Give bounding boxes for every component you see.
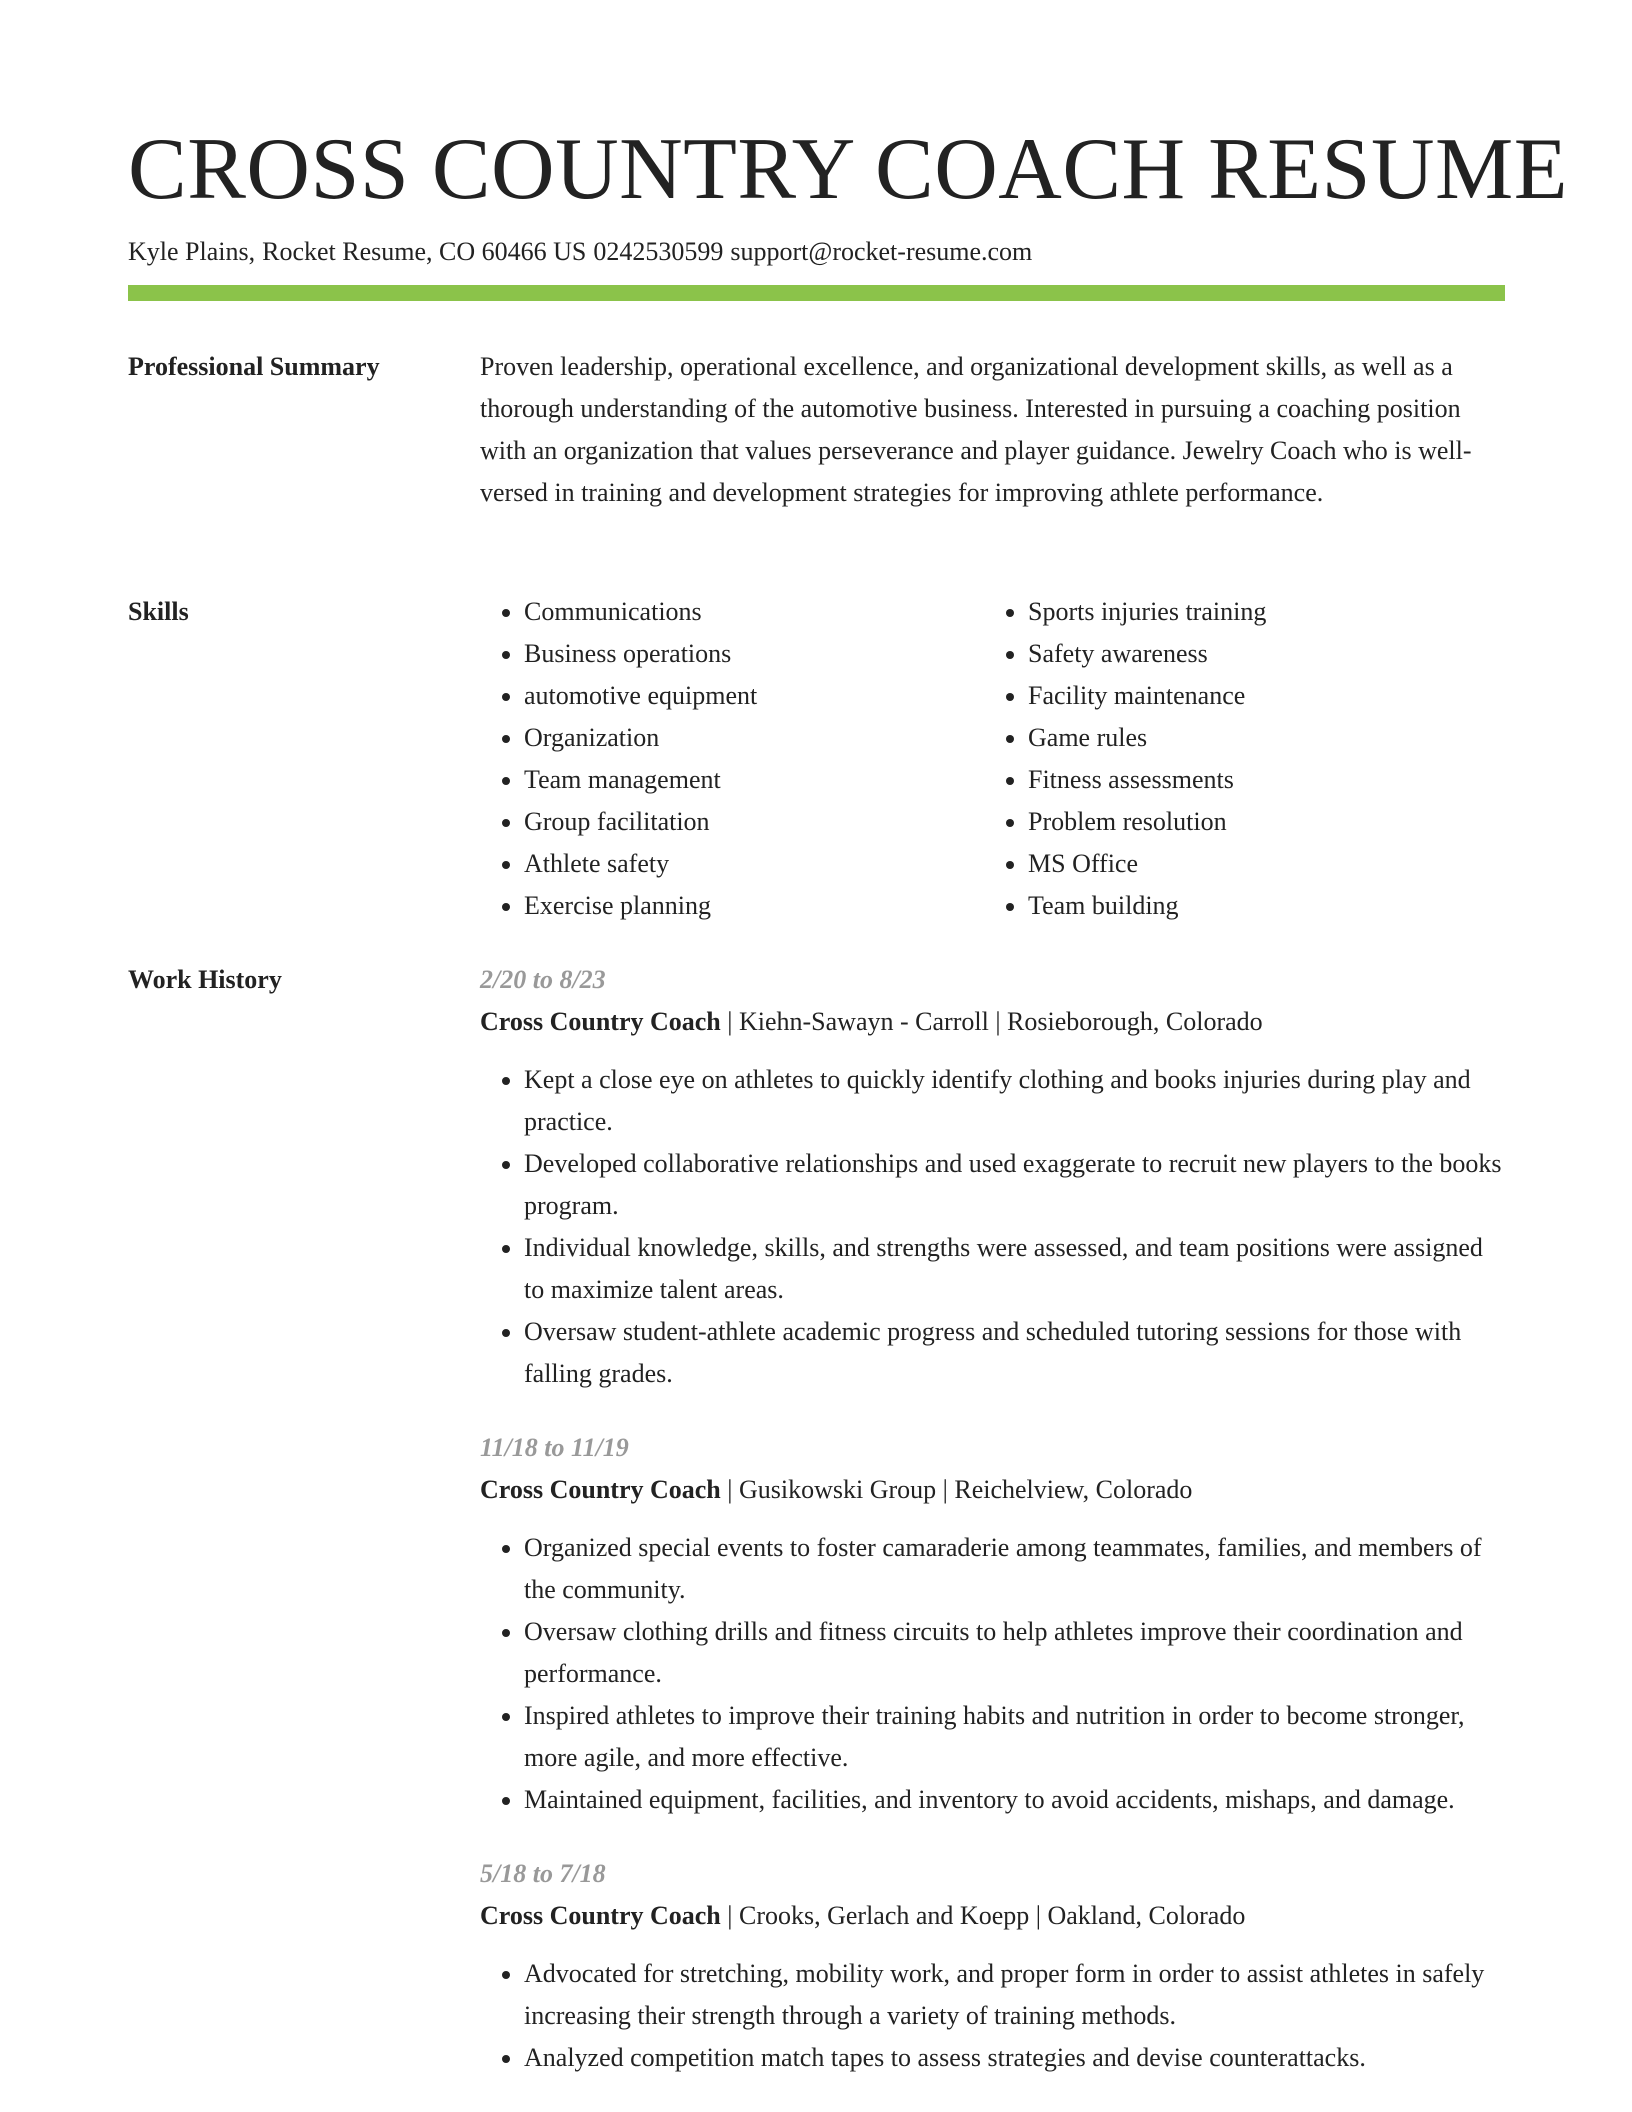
skill-item: • Business operations [524, 633, 984, 675]
job-company: Gusikowski Group [738, 1475, 937, 1504]
job-bullet: • Individual knowledge, skills, and strengths were assessed, and team positions were assigned to maximize talent areas. [524, 1227, 1505, 1311]
skill-item: • Exercise planning [524, 885, 984, 927]
job-bullet-list [480, 1527, 1505, 1821]
job-location: Oakland, Colorado [1047, 1901, 1246, 1930]
job-entry [480, 959, 1505, 1395]
job-dates: 11/18 to 11/19 [480, 1433, 629, 1462]
job-title-line [480, 1001, 1505, 1043]
job-entry [480, 1427, 1505, 1821]
skill-item: • Team management [524, 759, 984, 801]
skills-heading: Skills [128, 597, 189, 626]
job-separator: | [727, 1475, 733, 1504]
job-bullet: • Maintained equipment, facilities, and inventory to avoid accidents, mishaps, and damage. [524, 1779, 1505, 1821]
job-bullet: • Kept a close eye on athletes to quickly identify clothing and books injuries during play and practice. [524, 1059, 1505, 1143]
summary-text: Proven leadership, operational excellence, and organizational development skills, as well as a thorough understanding of the automotive business. Interested in pursuing a coaching position with an organization that values perseverance and player guidance. Jewelry Coach who is well-versed in training and development strategies for improving athlete performance. [480, 352, 1472, 507]
skill-item: • Fitness assessments [1028, 759, 1488, 801]
skill-item: • MS Office [1028, 843, 1488, 885]
skill-item: • Facility maintenance [1028, 675, 1488, 717]
contact-email: support@rocket-resume.com [730, 237, 1033, 266]
skills-list-left [480, 591, 984, 927]
skill-item: • Organization [524, 717, 984, 759]
job-title: Cross Country Coach [480, 1475, 721, 1504]
job-separator: | [1035, 1901, 1041, 1930]
job-location: Rosieborough, Colorado [1007, 1007, 1263, 1036]
header-divider [128, 285, 1505, 301]
skills-columns [480, 591, 1505, 927]
work-history-body [480, 959, 1505, 2111]
skill-item: • Sports injuries training [1028, 591, 1488, 633]
summary-heading: Professional Summary [128, 352, 380, 381]
job-separator: | [995, 1007, 1001, 1036]
contact-name: Kyle Plains, [128, 237, 256, 266]
skills-body [480, 591, 1505, 927]
job-dates: 2/20 to 8/23 [480, 965, 606, 994]
resume-title: CROSS COUNTRY COACH RESUME [128, 121, 1569, 218]
job-bullet: • Developed collaborative relationships and used exaggerate to recruit new players to the books program. [524, 1143, 1505, 1227]
job-bullet: • Organized special events to foster camaraderie among teammates, families, and members of the community. [524, 1527, 1505, 1611]
job-company: Kiehn-Sawayn - Carroll [738, 1007, 989, 1036]
job-bullet: • Oversaw student-athlete academic progress and scheduled tutoring sessions for those with falling grades. [524, 1311, 1505, 1395]
job-bullet-list [480, 1953, 1505, 2079]
contact-phone: 0242530599 [593, 237, 724, 266]
skill-item: • Communications [524, 591, 984, 633]
job-bullet: • Inspired athletes to improve their training habits and nutrition in order to become stronger, more agile, and more effective. [524, 1695, 1505, 1779]
job-title-line [480, 1469, 1505, 1511]
job-title: Cross Country Coach [480, 1901, 721, 1930]
summary-body [480, 346, 1505, 514]
job-separator: | [727, 1901, 733, 1930]
job-separator: | [727, 1007, 733, 1036]
job-bullet: • Oversaw clothing drills and fitness circuits to help athletes improve their coordination and performance. [524, 1611, 1505, 1695]
skill-item: • Group facilitation [524, 801, 984, 843]
job-bullet-list [480, 1059, 1505, 1395]
work-history-heading: Work History [128, 965, 282, 994]
job-bullet: • Advocated for stretching, mobility work, and proper form in order to assist athletes in safely increasing their strength through a variety of training methods. [524, 1953, 1505, 2037]
job-location: Reichelview, Colorado [954, 1475, 1193, 1504]
job-entry [480, 1853, 1505, 2079]
skill-item: • Problem resolution [1028, 801, 1488, 843]
skill-item: • automotive equipment [524, 675, 984, 717]
contact-address: Rocket Resume, CO 60466 US [262, 237, 587, 266]
skill-item: • Game rules [1028, 717, 1488, 759]
skill-item: • Safety awareness [1028, 633, 1488, 675]
skill-item: • Team building [1028, 885, 1488, 927]
job-separator: | [942, 1475, 948, 1504]
job-bullet: • Analyzed competition match tapes to assess strategies and devise counterattacks. [524, 2037, 1505, 2079]
skill-item: • Athlete safety [524, 843, 984, 885]
job-company: Crooks, Gerlach and Koepp [738, 1901, 1030, 1930]
skills-list-right [984, 591, 1488, 927]
resume-header [128, 118, 1569, 268]
job-title-line [480, 1895, 1505, 1937]
job-title: Cross Country Coach [480, 1007, 721, 1036]
contact-line [128, 236, 1505, 268]
job-dates: 5/18 to 7/18 [480, 1859, 606, 1888]
